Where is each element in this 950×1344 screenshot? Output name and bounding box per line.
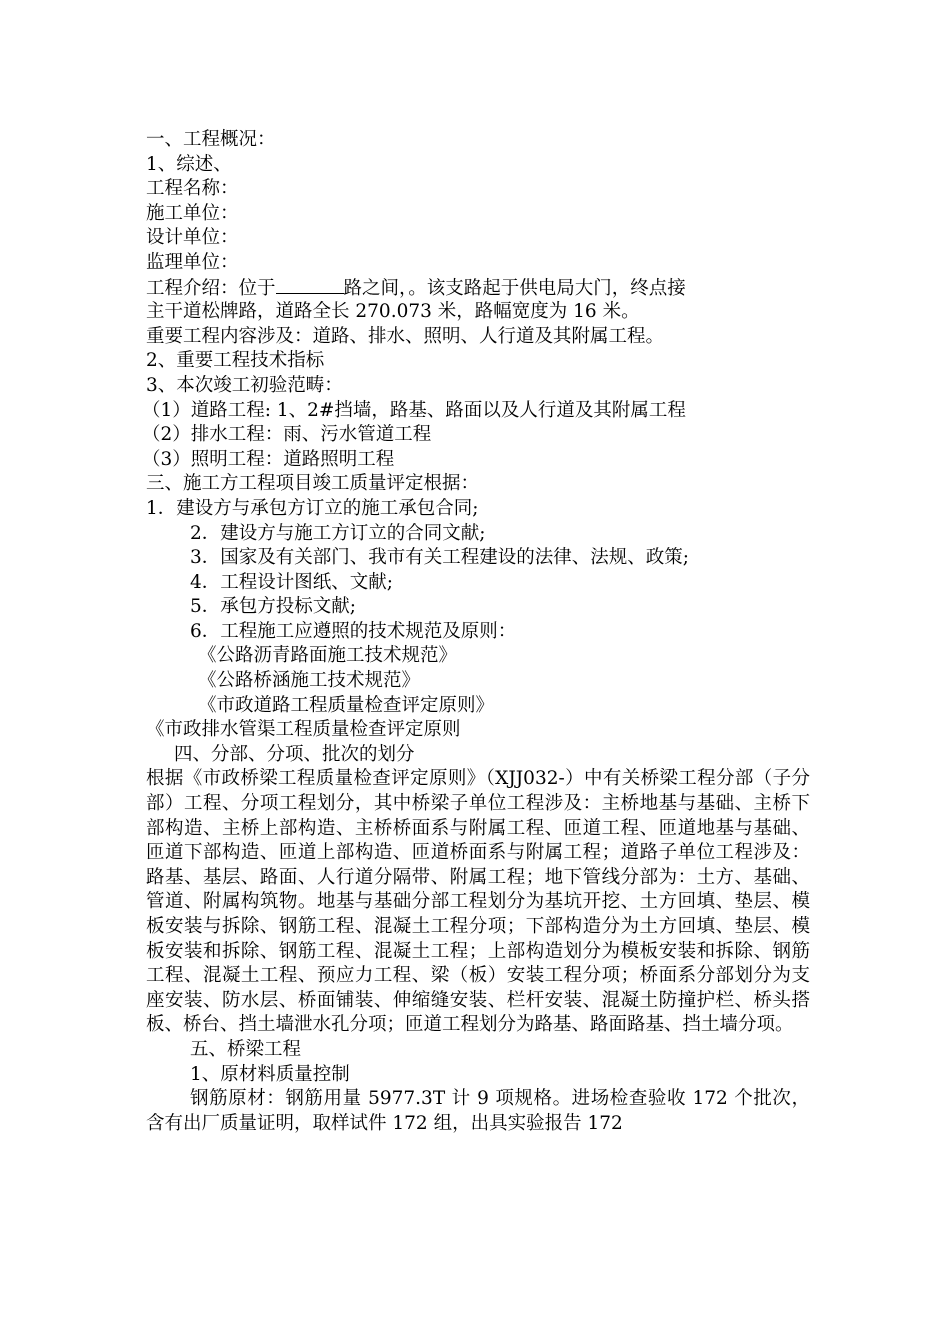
scope-item-2: （2）排水工程：雨、污水管道工程 xyxy=(142,424,432,446)
heading-3: 三、施工方工程项目竣工质量评定根据： xyxy=(146,473,480,495)
project-name-label: 工程名称： xyxy=(146,178,239,200)
scope-text: 重要工程内容涉及：道路、排水、照明、人行道及其附属工程。 xyxy=(146,325,665,347)
intro-line-2: 主干道松牌路，道路全长 270.073 米，路幅宽度为 16 米。 xyxy=(146,301,640,323)
basis-item-5: 5．承包方投标文献; xyxy=(190,596,357,618)
intro-text-b: 路之间，。该支路起于供电局大门，终点接 xyxy=(343,277,686,299)
basis-item-4: 4．工程设计图纸、文献; xyxy=(190,571,394,593)
standard-1: 《公路沥青路面施工技术规范》 xyxy=(198,645,458,667)
section-1-2: 2、重要工程技术指标 xyxy=(146,350,325,372)
blank-underline xyxy=(276,276,344,294)
basis-item-3: 3．国家及有关部门、我市有关工程建设的法律、法规、政策; xyxy=(190,547,690,569)
section-1-1: 1、综述、 xyxy=(146,153,232,175)
heading-1: 一、工程概况： xyxy=(146,129,276,150)
basis-item-2: 2．建设方与施工方订立的合同文献; xyxy=(190,522,486,544)
division-paragraph: 根据《市政桥梁工程质量检查评定原则》（XJJ032-）中有关桥梁工程分部（子分部）工程、分项工程划分，其中桥梁子单位工程涉及：主桥地基与基础、主桥下部构造、主桥上部构造、主桥桥面系与附属工程、匝道工程、匝道地基与基础、匝道下部构造、匝道上部构造、匝道桥面系与附属工程；道路子单位工程涉及：路基、基层、路面、人行道分隔带、附属工程；地下管线分部为：土方、基础、管道、附属构筑物。地基与基础分部工程划分为基坑开挖、土方回填、垫层、模板安装与拆除、钢筋工程、混凝土工程分项；下部构造分为土方回填、垫层、模板安装和拆除、钢筋工程、混凝土工程；上部构造划分为模板安装和拆除、钢筋工程、混凝土工程、预应力工程、梁（板）安装工程分项；桥面系分部划分为支座安装、防水层、桥面铺装、伸缩缝安装、栏杆安装、混凝土防撞护栏、桥头搭板、桥台、挡土墙泄水孔分项；匝道工程划分为路基、路面路基、挡土墙分项。 xyxy=(146,768,810,1036)
standard-2: 《公路桥涵施工技术规范》 xyxy=(198,670,421,692)
heading-4: 四、分部、分项、批次的划分 xyxy=(174,743,415,765)
intro-text-a: 工程介绍：位于 xyxy=(146,277,276,299)
basis-item-1: 1．建设方与承包方订立的施工承包合同; xyxy=(146,497,479,519)
rebar-paragraph: 钢筋原材：钢筋用量 5977.3T 计 9 项规格。进场检查验收 172 个批次，含有出厂质量证明，取样试件 172 组，出具实验报告 172 xyxy=(146,1088,810,1134)
standard-4: 《市政排水管渠工程质量检查评定原则 xyxy=(146,719,461,741)
designer-label: 设计单位： xyxy=(146,227,239,249)
builder-label: 施工单位： xyxy=(146,202,239,224)
basis-item-6: 6．工程施工应遵照的技术规范及原则： xyxy=(190,620,517,642)
section-5-1: 1、原材料质量控制 xyxy=(190,1063,350,1085)
section-1-3: 3、本次竣工初验范畴： xyxy=(146,374,343,396)
document-body xyxy=(142,128,810,1136)
standard-3: 《市政道路工程质量检查评定原则》 xyxy=(198,694,495,716)
intro-line-1 xyxy=(146,276,810,301)
heading-5: 五、桥梁工程 xyxy=(190,1038,302,1060)
scope-item-1: （1）道路工程: 1、2#挡墙，路基、路面以及人行道及其附属工程 xyxy=(142,399,686,421)
supervisor-label: 监理单位： xyxy=(146,251,239,273)
scope-item-3: （3）照明工程：道路照明工程 xyxy=(142,448,395,470)
